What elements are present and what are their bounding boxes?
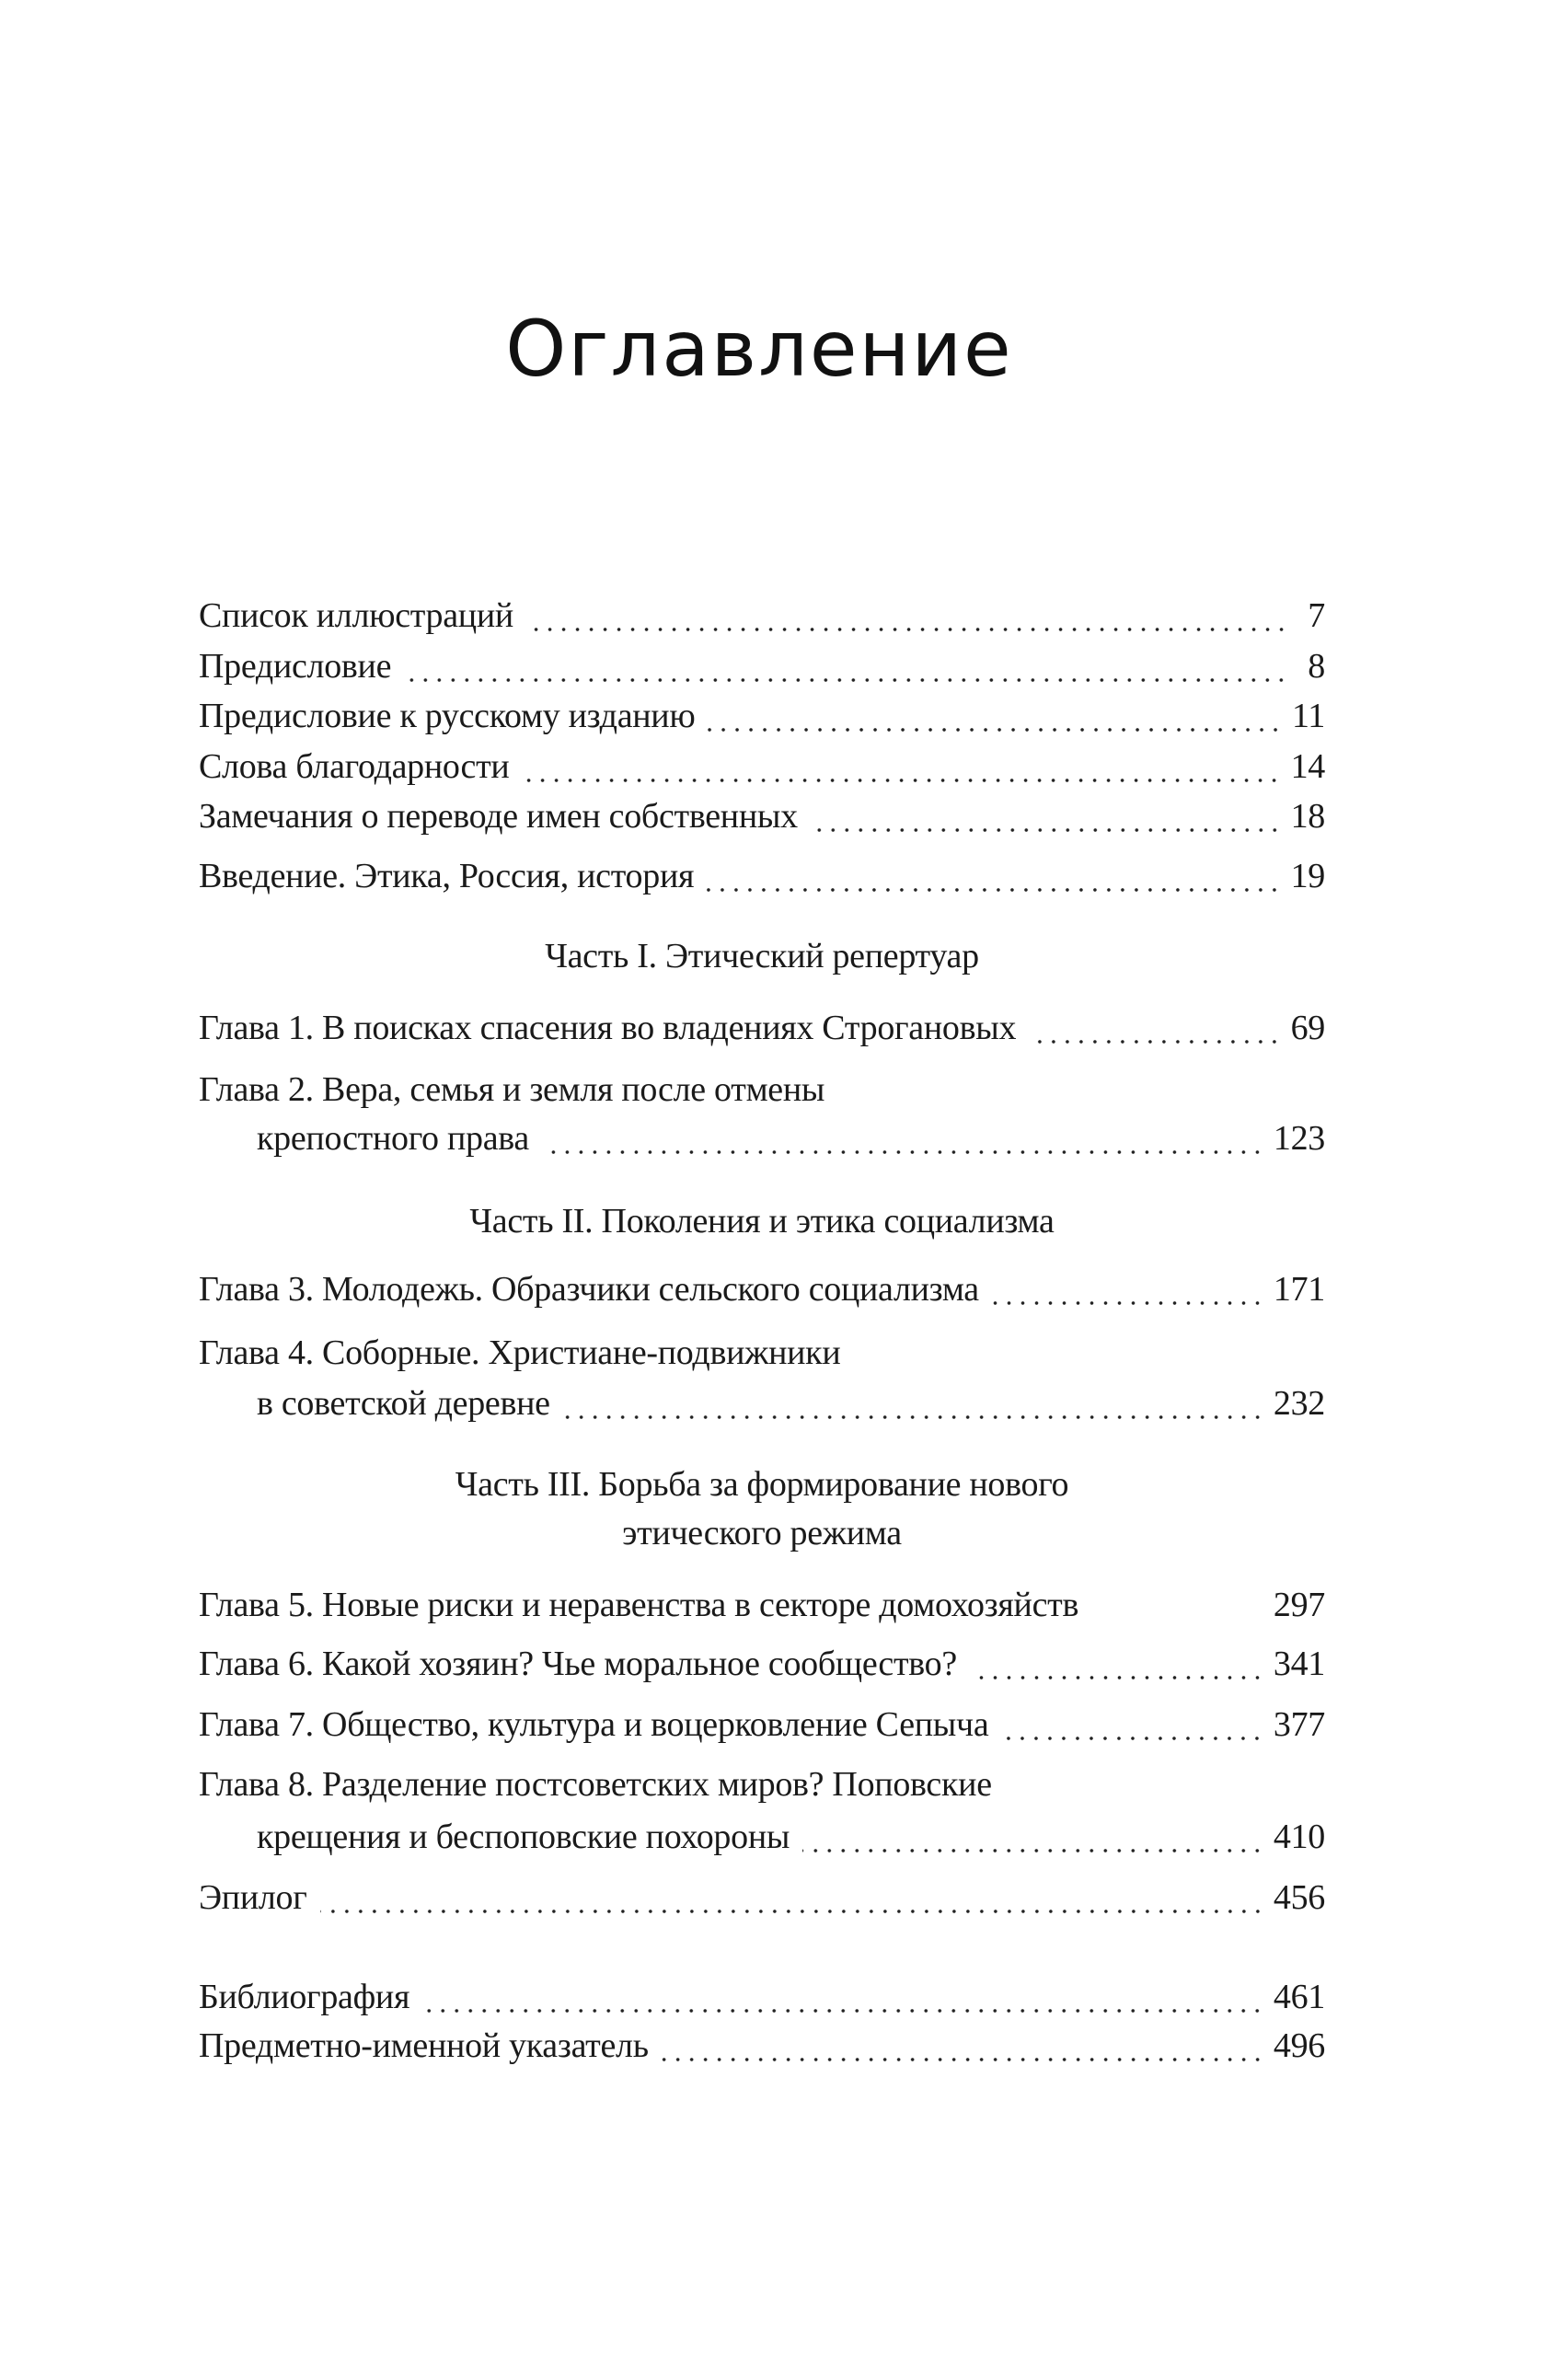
toc-entry[interactable] <box>199 2020 1325 2072</box>
entry-title: Предметно-именной указатель <box>199 2026 649 2065</box>
entry-title: Слова благодарности <box>199 747 510 786</box>
part-heading-continued: этического режима <box>622 1514 902 1552</box>
entry-title: Предисловие к русскому изданию <box>199 697 696 735</box>
toc-entry[interactable] <box>199 741 1325 792</box>
dot-leader <box>1091 1579 1264 1631</box>
dot-leader <box>404 641 1288 692</box>
page-number: 232 <box>1273 1384 1325 1423</box>
toc-entry[interactable] <box>199 1638 1325 1690</box>
dot-leader <box>542 1113 1264 1164</box>
toc-entry[interactable] <box>199 1872 1325 1923</box>
toc-entry[interactable] <box>199 850 1325 902</box>
page-number: 69 <box>1290 1009 1325 1047</box>
entry-title: Предисловие <box>199 647 392 686</box>
page-number: 123 <box>1273 1119 1325 1158</box>
page-number: 461 <box>1273 1978 1325 2016</box>
part-heading: Часть I. Этический репертуар <box>545 937 979 975</box>
page-number: 410 <box>1273 1818 1325 1856</box>
page-number: 18 <box>1290 797 1325 836</box>
page-number: 171 <box>1273 1270 1325 1309</box>
dot-leader <box>708 690 1283 742</box>
dot-leader <box>811 791 1282 842</box>
page-number: 496 <box>1273 2026 1325 2065</box>
dot-leader <box>707 850 1281 902</box>
dot-leader <box>422 1971 1264 2023</box>
entry-title: Эпилог <box>199 1878 307 1917</box>
entry-title-continued: крепостного права <box>257 1119 529 1158</box>
dot-leader <box>320 1872 1264 1923</box>
page-number: 11 <box>1292 697 1325 735</box>
dot-leader <box>662 2020 1264 2072</box>
dot-leader <box>563 1378 1264 1429</box>
page-number: 7 <box>1308 596 1325 635</box>
toc-entry[interactable] <box>199 590 1325 641</box>
toc-entry[interactable] <box>199 791 1325 842</box>
part-heading: Часть II. Поколения и этика социализма <box>469 1202 1055 1241</box>
toc-entry-line2[interactable] <box>257 1113 1325 1164</box>
entry-title: Глава 7. Общество, культура и воцерковление Сепыча <box>199 1705 989 1744</box>
entry-title: Глава 4. Соборные. Христиане-подвижники <box>199 1333 841 1372</box>
toc-entry-line1[interactable] <box>199 1327 1325 1379</box>
dot-leader <box>526 590 1288 641</box>
toc-entry[interactable] <box>199 1002 1325 1054</box>
page-number: 8 <box>1308 647 1325 686</box>
entry-title: Введение. Этика, Россия, история <box>199 857 695 895</box>
page-title: Оглавление <box>505 304 1013 394</box>
dot-leader <box>1029 1002 1281 1054</box>
toc-entry[interactable] <box>199 690 1325 742</box>
entry-title: Глава 5. Новые риски и неравенства в секторе домохозяйств <box>199 1586 1079 1624</box>
entry-title: Глава 1. В поисках спасения во владениях Строгановых <box>199 1009 1017 1047</box>
entry-title: Список иллюстраций <box>199 596 513 635</box>
entry-title: Библиография <box>199 1978 410 2016</box>
page-number: 377 <box>1273 1705 1325 1744</box>
toc-entry-line1[interactable] <box>199 1064 1325 1115</box>
page-number: 341 <box>1273 1645 1325 1683</box>
dot-leader <box>802 1811 1264 1863</box>
toc-entry[interactable] <box>199 1579 1325 1631</box>
dot-leader <box>992 1264 1264 1315</box>
toc-entry[interactable] <box>199 1971 1325 2023</box>
page-number: 456 <box>1273 1878 1325 1917</box>
entry-title-continued: в советской деревне <box>257 1384 550 1423</box>
toc-entry[interactable] <box>199 1264 1325 1315</box>
toc-entry[interactable] <box>199 1699 1325 1750</box>
entry-title-continued: крещения и беспоповские похороны <box>257 1818 790 1856</box>
entry-title: Глава 2. Вера, семья и земля после отмены <box>199 1070 825 1109</box>
entry-title: Глава 3. Молодежь. Образчики сельского социализма <box>199 1270 979 1309</box>
entry-title: Глава 6. Какой хозяин? Чье моральное сообщество? <box>199 1645 957 1683</box>
dot-leader <box>1001 1699 1263 1750</box>
dot-leader <box>522 741 1281 792</box>
toc-entry[interactable] <box>199 641 1325 692</box>
page-number: 14 <box>1290 747 1325 786</box>
toc-entry-line2[interactable] <box>257 1811 1325 1863</box>
entry-title: Глава 8. Разделение постсоветских миров? Поповские <box>199 1765 992 1804</box>
toc-entry-line2[interactable] <box>257 1378 1325 1429</box>
dot-leader <box>970 1638 1264 1690</box>
toc-entry-line1[interactable] <box>199 1759 1325 1810</box>
page-number: 19 <box>1290 857 1325 895</box>
part-heading: Часть III. Борьба за формирование нового <box>455 1465 1069 1504</box>
entry-title: Замечания о переводе имен собственных <box>199 797 798 836</box>
page-number: 297 <box>1273 1586 1325 1624</box>
